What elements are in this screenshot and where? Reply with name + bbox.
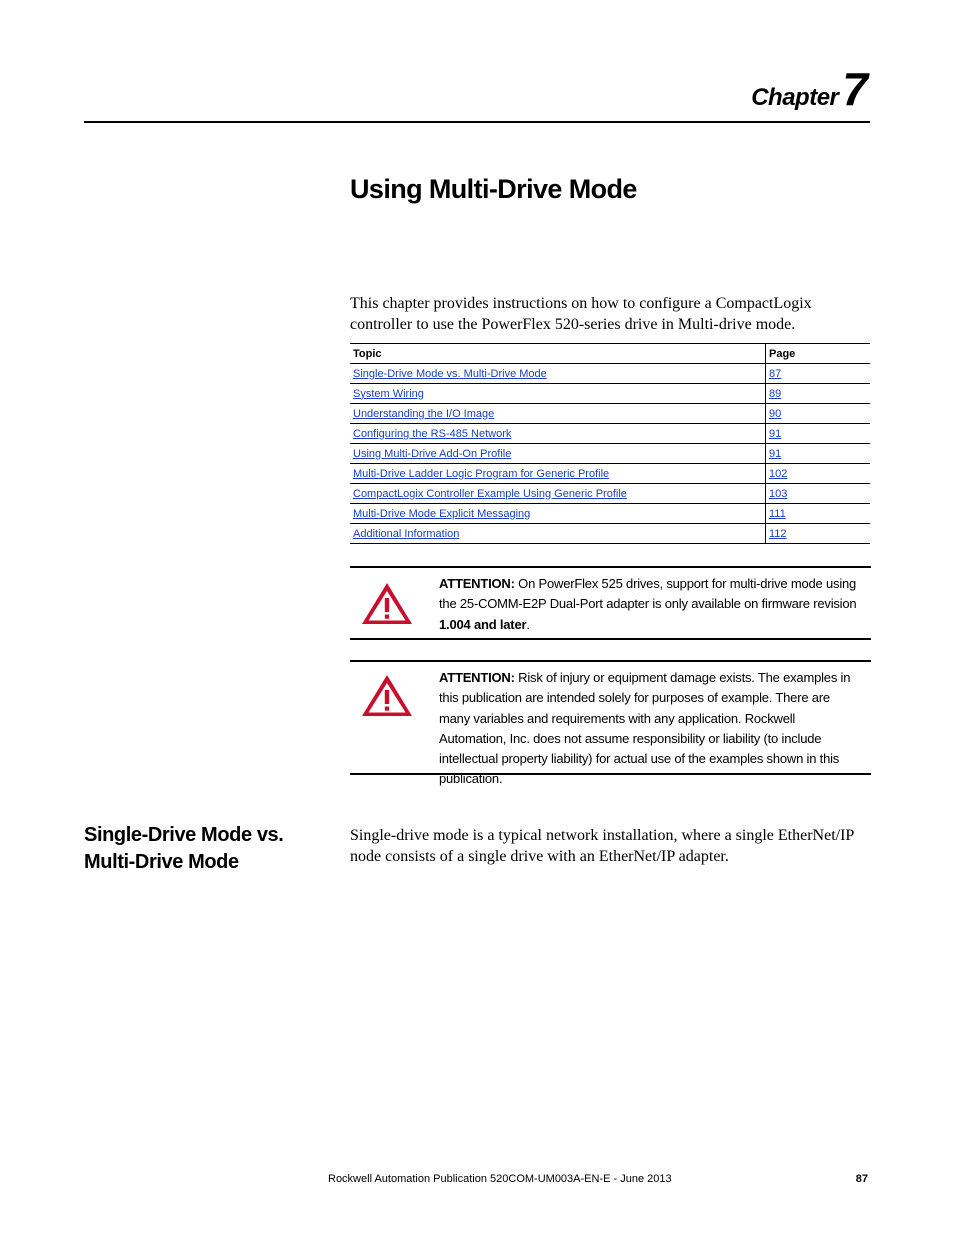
page-link[interactable]: 111 <box>769 507 786 520</box>
topic-link[interactable]: Understanding the I/O Image <box>353 407 495 420</box>
page-cell <box>766 504 871 524</box>
page-cell <box>766 384 871 404</box>
table-row <box>350 364 870 384</box>
page-link[interactable]: 102 <box>769 467 788 480</box>
page-number: 87 <box>855 1173 868 1185</box>
table-row <box>350 504 870 524</box>
table-row <box>350 524 870 544</box>
attention-body: On PowerFlex 525 drives, support for multi-drive mode using the 25-COMM-E2P Dual-Port adapter is only available on firmware revision <box>439 576 857 612</box>
topic-cell <box>350 524 766 544</box>
chapter-number: 7 <box>842 63 868 115</box>
page-link[interactable]: 87 <box>769 367 782 380</box>
attention-body: Risk of injury or equipment damage exists. The examples in this publication are intended solely for purposes of example. There are many variables and requirements with any application. Rockwell Automation, Inc. does not assume responsibility or liability (to include intellectual property liability) for actual use of the examples shown in this publication. <box>439 670 851 787</box>
page-link[interactable]: 91 <box>769 447 782 460</box>
topic-link[interactable]: Using Multi-Drive Add-On Profile <box>353 447 512 460</box>
page-cell <box>766 464 871 484</box>
attention-text <box>439 668 859 790</box>
attention-label: ATTENTION: <box>439 576 515 591</box>
page-cell <box>766 524 871 544</box>
chapter-rule <box>84 121 870 123</box>
topic-cell <box>350 404 766 424</box>
topics-table <box>350 343 870 544</box>
table-row <box>350 424 870 444</box>
warning-triangle-icon <box>360 672 414 718</box>
page-link[interactable]: 91 <box>769 427 782 440</box>
attention-label: ATTENTION: <box>439 670 515 685</box>
page-title: Using Multi-Drive Mode <box>350 174 637 204</box>
topic-link[interactable]: Multi-Drive Mode Explicit Messaging <box>353 507 531 520</box>
topics-table-body <box>350 364 870 544</box>
table-row <box>350 464 870 484</box>
attention-box-liability <box>350 660 871 787</box>
table-row <box>350 484 870 504</box>
topic-cell <box>350 384 766 404</box>
section-heading: Single-Drive Mode vs. Multi-Drive Mode <box>84 824 284 873</box>
topic-link[interactable]: Single-Drive Mode vs. Multi-Drive Mode <box>353 367 547 380</box>
intro-paragraph: This chapter provides instructions on how to configure a CompactLogix controller to use the PowerFlex 520-series drive in Multi-drive mode. <box>350 295 812 333</box>
topic-column-header: Topic <box>350 344 766 364</box>
table-row <box>350 384 870 404</box>
table-header-row <box>350 344 870 364</box>
topic-link[interactable]: Additional Information <box>353 527 460 540</box>
topic-cell <box>350 464 766 484</box>
attention-period: . <box>526 616 530 632</box>
page-cell <box>766 404 871 424</box>
topic-link[interactable]: Multi-Drive Ladder Logic Program for Generic Profile <box>353 467 610 480</box>
page-link[interactable]: 89 <box>769 387 782 400</box>
page-link[interactable]: 103 <box>769 487 788 500</box>
warning-triangle-icon <box>360 580 414 626</box>
chapter-label <box>751 62 868 116</box>
publication-info: Rockwell Automation Publication 520COM-UM003A-EN-E - June 2013 <box>328 1173 672 1185</box>
page-cell <box>766 484 871 504</box>
table-row <box>350 404 870 424</box>
topic-cell <box>350 504 766 524</box>
page-cell <box>766 364 871 384</box>
topic-cell <box>350 424 766 444</box>
topic-link[interactable]: Configuring the RS-485 Network <box>353 427 512 440</box>
table-row <box>350 444 870 464</box>
section-body: Single-drive mode is a typical network installation, where a single EtherNet/IP node consists of a single drive with an EtherNet/IP adapter. <box>350 827 854 865</box>
page-column-header: Page <box>766 344 871 364</box>
attention-bold-text: 1.004 and later <box>439 616 527 632</box>
topic-cell <box>350 444 766 464</box>
page-cell <box>766 424 871 444</box>
topic-link[interactable]: CompactLogix Controller Example Using Generic Profile <box>353 487 627 500</box>
topic-link[interactable]: System Wiring <box>353 387 424 400</box>
topic-cell <box>350 484 766 504</box>
chapter-word: Chapter <box>751 84 839 111</box>
page-link[interactable]: 90 <box>769 407 782 420</box>
attention-text <box>439 574 859 635</box>
attention-box-firmware <box>350 566 871 640</box>
topic-cell <box>350 364 766 384</box>
page-cell <box>766 444 871 464</box>
page-link[interactable]: 112 <box>769 527 787 540</box>
